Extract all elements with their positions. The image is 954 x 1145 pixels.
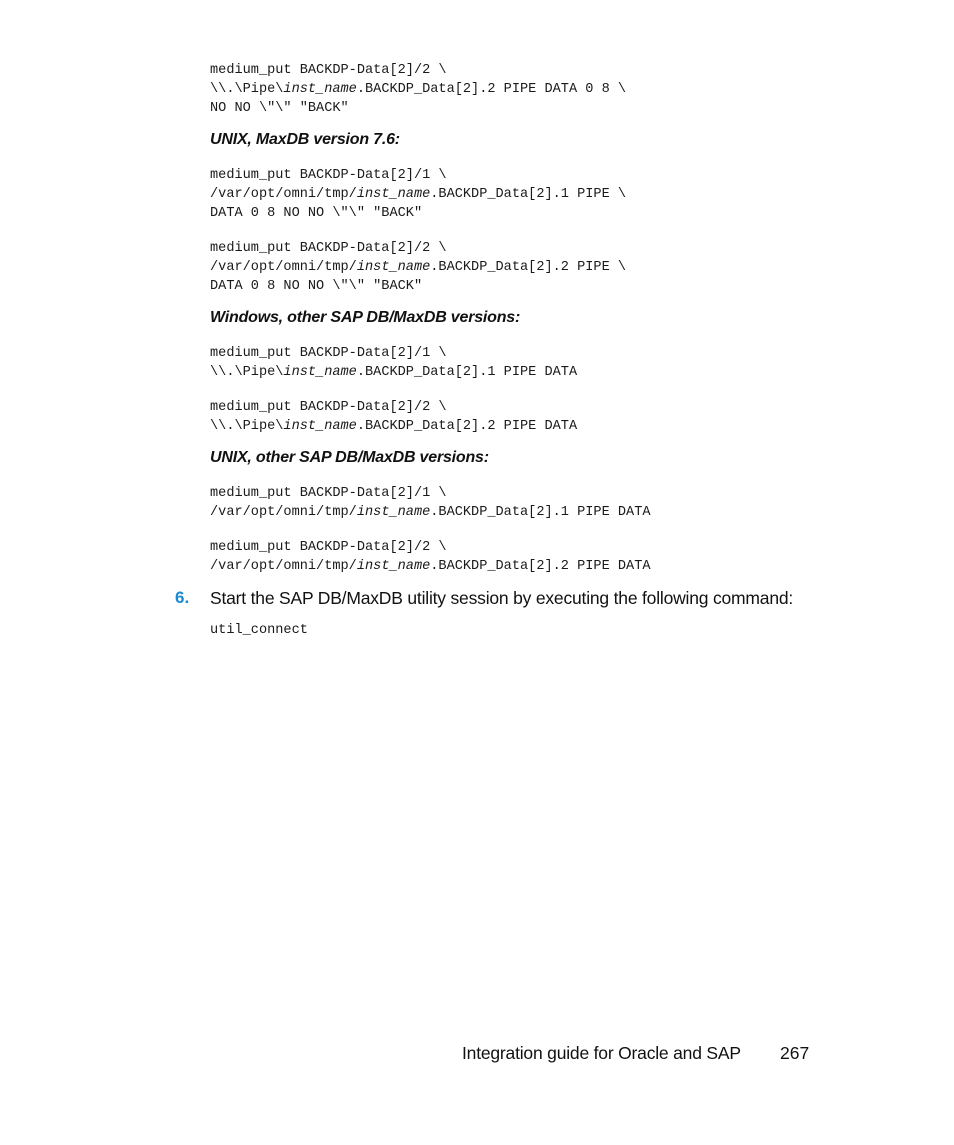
footer-document-title: Integration guide for Oracle and SAP xyxy=(462,1043,741,1063)
code-variable: inst_name xyxy=(356,505,431,520)
code-block-windows-76-data2-2 xyxy=(210,61,626,118)
code-line: medium_put BACKDP-Data[2]/2 \ xyxy=(210,400,447,415)
code-block-unix-other-data2-1 xyxy=(210,484,651,522)
code-line: /var/opt/omni/tmp/ xyxy=(210,260,357,275)
code-line: .BACKDP_Data[2].2 PIPE DATA 0 8 \ xyxy=(356,82,627,97)
code-line: medium_put BACKDP-Data[2]/2 \ xyxy=(210,63,447,78)
step-number: 6. xyxy=(175,588,190,607)
code-variable: inst_name xyxy=(283,365,357,380)
code-variable: inst_name xyxy=(356,187,431,202)
code-line: .BACKDP_Data[2].1 PIPE DATA xyxy=(356,365,578,380)
code-line: .BACKDP_Data[2].2 PIPE \ xyxy=(430,260,627,275)
code-line: \\.\Pipe\ xyxy=(210,365,284,380)
footer-page-number: 267 xyxy=(780,1043,810,1063)
code-line: .BACKDP_Data[2].1 PIPE \ xyxy=(430,187,627,202)
code-block-util-connect: util_connect xyxy=(210,623,308,638)
code-variable: inst_name xyxy=(283,82,357,97)
code-line: /var/opt/omni/tmp/ xyxy=(210,187,357,202)
section-heading-windows-other: Windows, other SAP DB/MaxDB versions: xyxy=(210,309,521,326)
code-line: \\.\Pipe\ xyxy=(210,82,284,97)
code-line: medium_put BACKDP-Data[2]/1 \ xyxy=(210,486,447,501)
code-block-unix-76-data2-1 xyxy=(210,166,626,223)
code-line: /var/opt/omni/tmp/ xyxy=(210,505,357,520)
code-block-windows-other-data2-2 xyxy=(210,398,577,436)
code-line: /var/opt/omni/tmp/ xyxy=(210,559,357,574)
code-variable: inst_name xyxy=(283,419,357,434)
code-block-unix-other-data2-2 xyxy=(210,538,651,576)
code-variable: inst_name xyxy=(356,559,431,574)
code-variable: inst_name xyxy=(356,260,431,275)
code-line: DATA 0 8 NO NO \"\" "BACK" xyxy=(210,206,423,221)
section-heading-unix-other: UNIX, other SAP DB/MaxDB versions: xyxy=(210,449,489,466)
code-line: medium_put BACKDP-Data[2]/1 \ xyxy=(210,168,447,183)
step-text: Start the SAP DB/MaxDB utility session by executing the following command: xyxy=(210,588,794,608)
code-line: .BACKDP_Data[2].1 PIPE DATA xyxy=(430,505,651,520)
code-block-unix-76-data2-2 xyxy=(210,239,626,296)
section-heading-unix-76: UNIX, MaxDB version 7.6: xyxy=(210,131,400,148)
code-block-windows-other-data2-1 xyxy=(210,344,577,382)
code-line: .BACKDP_Data[2].2 PIPE DATA xyxy=(430,559,651,574)
code-line: DATA 0 8 NO NO \"\" "BACK" xyxy=(210,279,423,294)
code-line: medium_put BACKDP-Data[2]/2 \ xyxy=(210,540,447,555)
code-line: \\.\Pipe\ xyxy=(210,419,284,434)
code-line: medium_put BACKDP-Data[2]/1 \ xyxy=(210,346,447,361)
code-line: .BACKDP_Data[2].2 PIPE DATA xyxy=(356,419,578,434)
code-line: medium_put BACKDP-Data[2]/2 \ xyxy=(210,241,447,256)
code-line: NO NO \"\" "BACK" xyxy=(210,101,349,116)
